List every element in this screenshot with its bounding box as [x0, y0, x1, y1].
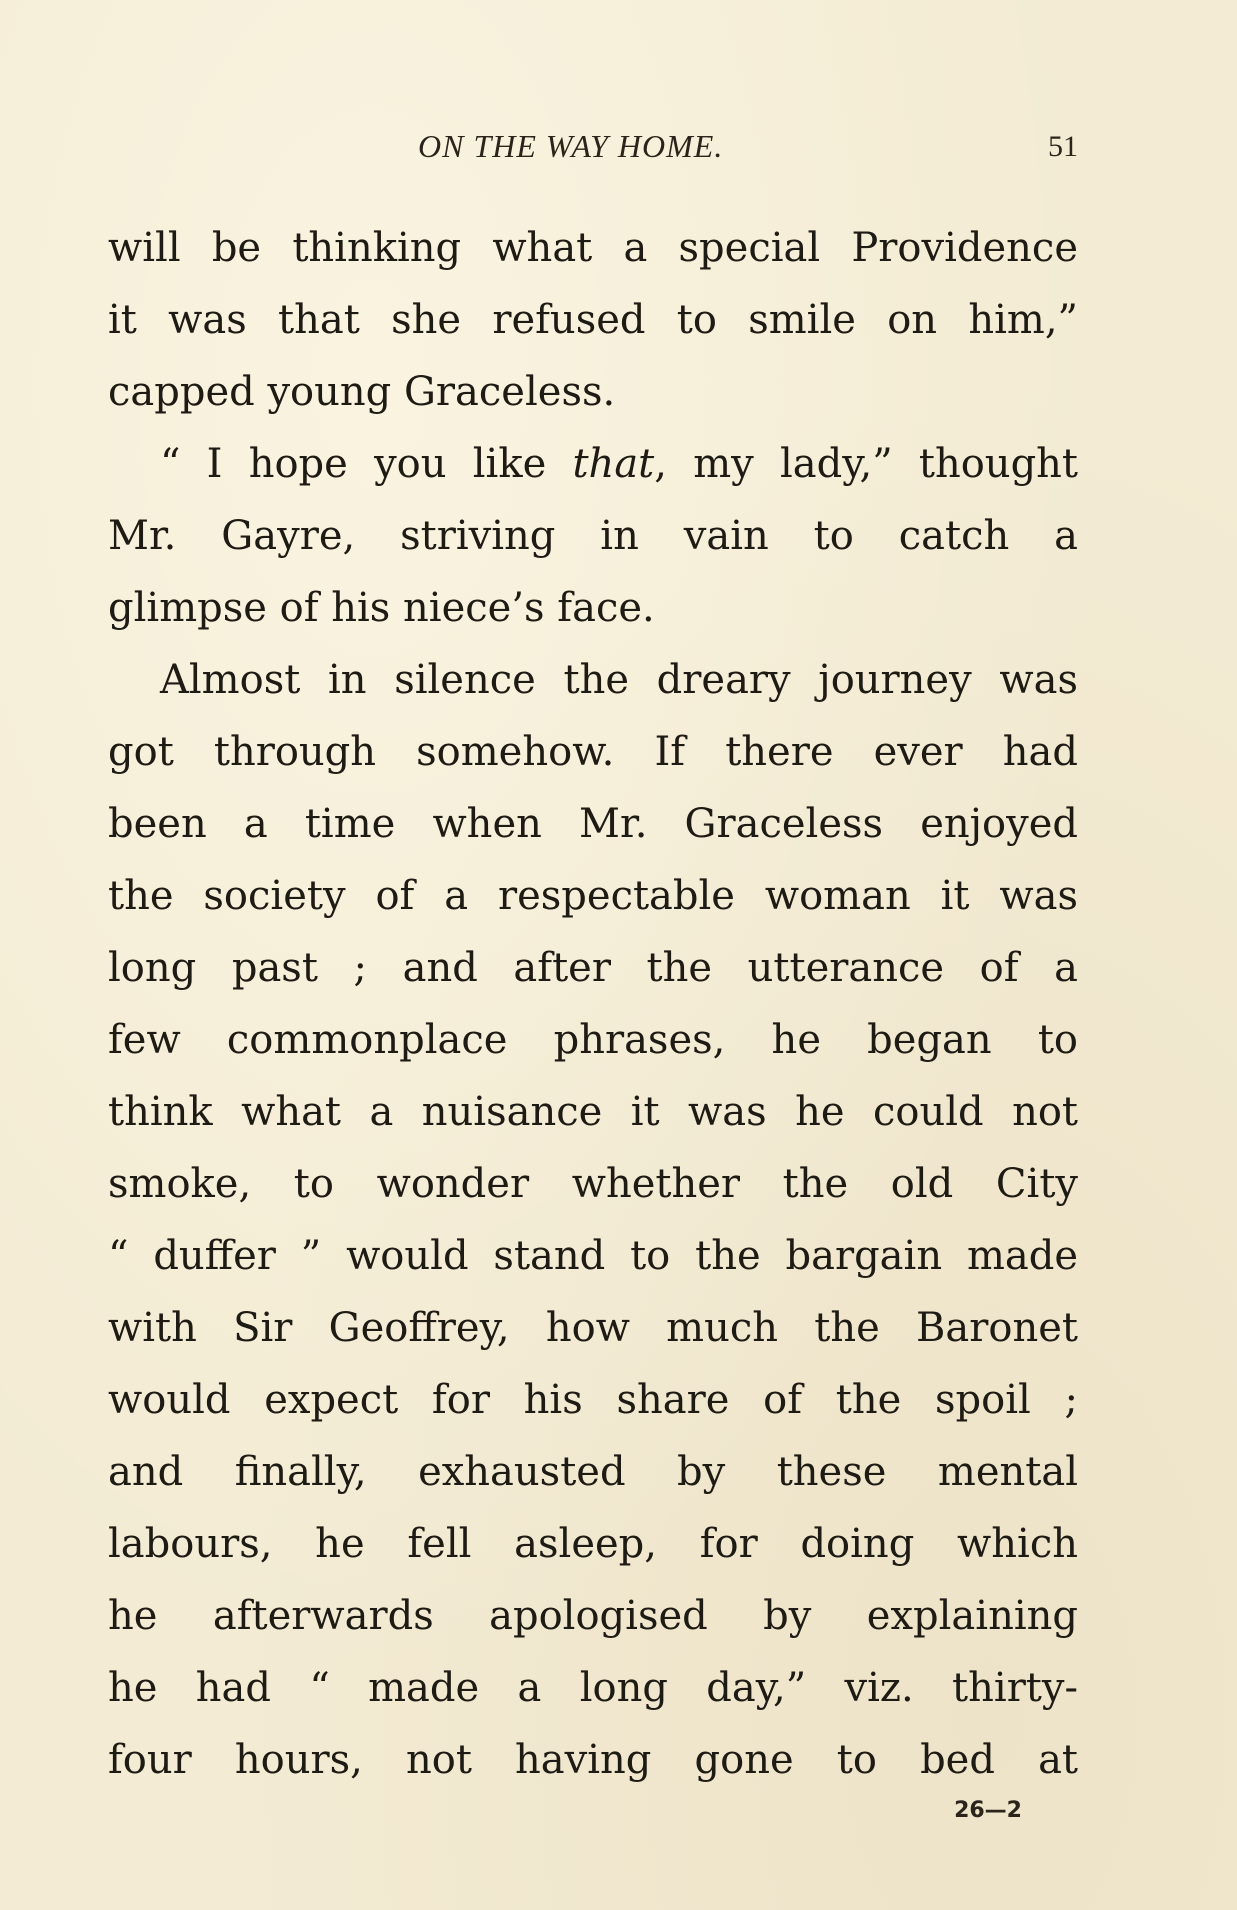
- text-line: Almost in silence the dreary journey was: [160, 657, 1078, 703]
- text-line: few commonplace phrases, he began to: [108, 1017, 1078, 1063]
- text-line: he afterwards apologised by explaining: [108, 1593, 1078, 1639]
- text-line: would expect for his share of the spoil ;: [108, 1377, 1078, 1423]
- text-line: with Sir Geoffrey, how much the Baronet: [108, 1305, 1078, 1351]
- text-line: the society of a respectable woman it was: [108, 873, 1078, 919]
- text-line: it was that she refused to smile on him,”: [108, 297, 1078, 343]
- page-number: 51: [1048, 130, 1078, 163]
- text-line: four hours, not having gone to bed at: [108, 1737, 1078, 1783]
- text-line: smoke, to wonder whether the old City: [108, 1161, 1078, 1207]
- text-line: he had “ made a long day,” viz. thirty-: [108, 1665, 1078, 1711]
- text-line: “ duffer ” would stand to the bargain made: [108, 1233, 1078, 1279]
- body-text: [108, 212, 1078, 1796]
- text-line: will be thinking what a special Providence: [108, 225, 1078, 271]
- emphasis-text: that: [572, 441, 655, 487]
- text-line: been a time when Mr. Graceless enjoyed: [108, 801, 1078, 847]
- page-header: [108, 128, 1078, 176]
- text-line: capped young Graceless.: [108, 369, 616, 415]
- signature-mark: 26—2: [954, 1798, 1022, 1823]
- text-line: “ I hope you like that, my lady,” thought: [160, 441, 1079, 487]
- text-line: got through somehow. If there ever had: [108, 729, 1078, 775]
- text-line: Mr. Gayre, striving in vain to catch a: [108, 513, 1078, 559]
- text-line: glimpse of his niece’s face.: [108, 585, 655, 631]
- text-line: labours, he fell asleep, for doing which: [108, 1521, 1078, 1567]
- text-line: think what a nuisance it was he could not: [108, 1089, 1078, 1135]
- running-head: ON THE WAY HOME.: [418, 128, 724, 164]
- text-line: long past ; and after the utterance of a: [108, 945, 1078, 991]
- text-line: and finally, exhausted by these mental: [108, 1449, 1078, 1495]
